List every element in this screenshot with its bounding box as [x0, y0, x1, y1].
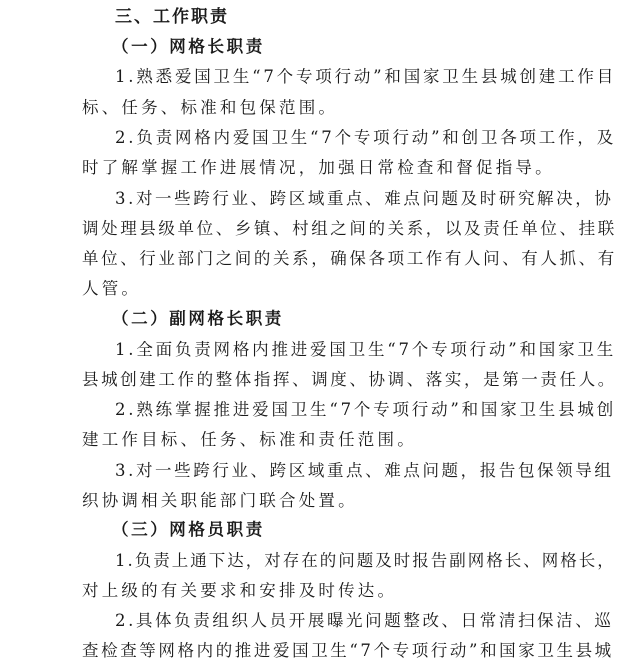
paragraph-line: 单位、行业部门之间的关系，确保各项工作有人问、有人抓、有 [82, 249, 617, 268]
paragraph-line: 建工作目标、任务、标准和责任范围。 [82, 430, 417, 449]
paragraph-line: 标、任务、标准和包保范围。 [82, 98, 339, 117]
paragraph-line: 2.负责网格内爱国卫生“7个专项行动”和创卫各项工作，及 [115, 128, 617, 147]
paragraph-line: 查检查等网格内的推进爱国卫生“7个专项行动”和国家卫生县城 [82, 641, 614, 660]
subsection-title-1: （一）网格长职责 [112, 37, 265, 56]
paragraph-line: 人管。 [82, 279, 142, 298]
paragraph-line: 2.具体负责组织人员开展曝光问题整改、日常清扫保洁、巡 [115, 611, 614, 630]
paragraph-line: 1.熟悉爱国卫生“7个专项行动”和国家卫生县城创建工作目 [115, 67, 617, 86]
paragraph-line: 2.熟练掌握推进爱国卫生“7个专项行动”和国家卫生县城创 [115, 400, 617, 419]
paragraph-line: 县城创建工作的整体指挥、调度、协调、落实，是第一责任人。 [82, 370, 617, 389]
paragraph-line: 3.对一些跨行业、跨区域重点、难点问题，报告包保领导组 [115, 461, 614, 480]
paragraph-line: 织协调相关职能部门联合处置。 [82, 491, 358, 510]
subsection-title-3: （三）网格员职责 [112, 520, 265, 539]
paragraph-line: 1.全面负责网格内推进爱国卫生“7个专项行动”和国家卫生 [115, 340, 617, 359]
paragraph-line: 3.对一些跨行业、跨区域重点、难点问题及时研究解决，协 [115, 189, 614, 208]
paragraph-line: 对上级的有关要求和安排及时传达。 [82, 581, 398, 600]
subsection-title-2: （二）副网格长职责 [112, 309, 284, 328]
paragraph-line: 时了解掌握工作进展情况，加强日常检查和督促指导。 [82, 158, 555, 177]
section-title: 三、工作职责 [115, 7, 229, 27]
paragraph-line: 调处理县级单位、乡镇、村组之间的关系，以及责任单位、挂联 [82, 219, 617, 238]
paragraph-line: 1.负责上通下达，对存在的问题及时报告副网格长、网格长， [115, 551, 616, 570]
